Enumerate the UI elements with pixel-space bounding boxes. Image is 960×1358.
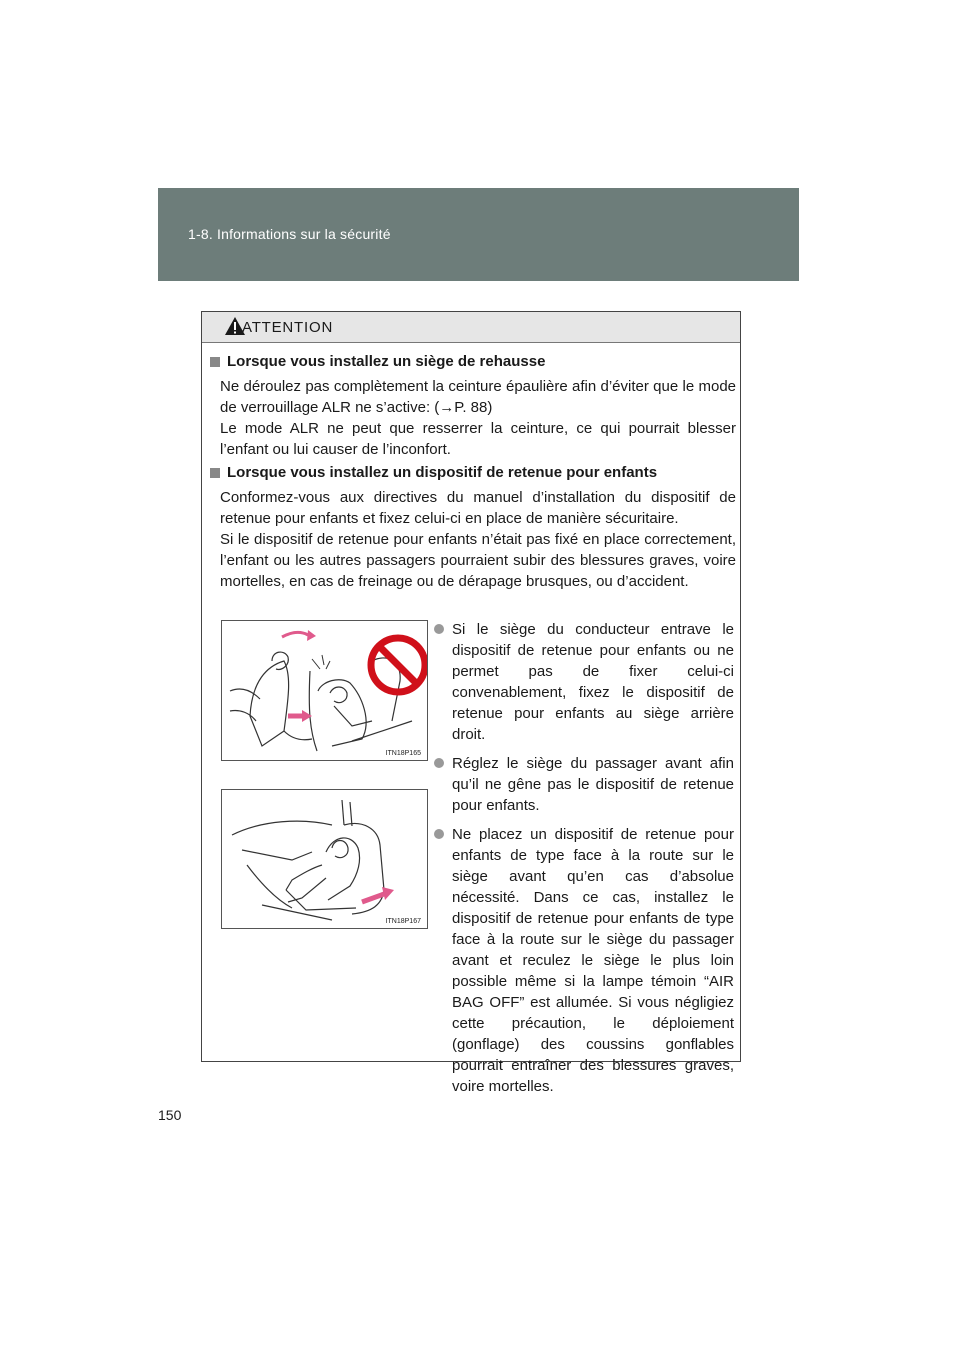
round-bullet-icon: [434, 624, 444, 634]
paragraph: Ne déroulez pas complètement la ceinture épaulière afin d’éviter que le mode de verrouillage ALR ne s’active: (→P. 88): [220, 378, 736, 416]
round-bullet-icon: [434, 758, 444, 768]
section-child-restraint: [210, 463, 736, 592]
page-number: 150: [158, 1107, 182, 1123]
square-bullet-icon: [210, 357, 220, 367]
list-item: Réglez le siège du passager avant afin qu’il ne gêne pas le dispositif de retenue pour enfants.: [434, 753, 734, 816]
round-bullet-icon: [434, 829, 444, 839]
section-booster-seat: [210, 352, 736, 460]
section-title-restraint: Lorsque vous installez un dispositif de retenue pour enfants: [210, 463, 736, 483]
front-seat-illustration: [222, 790, 427, 928]
paragraph: Conformez-vous aux directives du manuel d’installation du dispositif de retenue pour enfants et fixez celui-ci en place de manière sécuritaire.: [220, 489, 736, 527]
square-bullet-icon: [210, 468, 220, 478]
prohibited-icon: [371, 638, 425, 692]
figure-forward-facing-front-seat: [221, 789, 428, 929]
car-seat-illustration: [222, 621, 427, 760]
bullet-list: [434, 619, 734, 1105]
section-title: 1-8. Informations sur la sécurité: [188, 226, 391, 242]
list-item: Si le siège du conducteur entrave le dispositif de retenue pour enfants ou ne permet pas de fixer celui-ci convenablement, fixez le dispositif de retenue pour enfants au siège arrière droit.: [434, 619, 734, 745]
paragraph: Le mode ALR ne peut que resserrer la ceinture, ce qui pourrait blesser l’enfant ou lui causer de l’inconfort.: [220, 420, 736, 458]
section-header: [158, 188, 799, 281]
figure-rear-facing-prohibited: [221, 620, 428, 761]
figure-code: ITN18P165: [385, 750, 421, 757]
warning-label: ATTENTION: [242, 319, 334, 336]
paragraph: Si le dispositif de retenue pour enfants n’était pas fixé en place correctement, l’enfant ou les autres passagers pourraient subir des blessures graves, voire mortelles, en cas de freinage ou de dérapage brusques, ou d’accident.: [220, 531, 736, 590]
section-title-booster: Lorsque vous installez un siège de rehausse: [210, 352, 736, 372]
warning-box: [201, 311, 741, 1095]
figure-code: ITN18P167: [385, 918, 421, 925]
warning-header: [202, 312, 740, 343]
list-item: Ne placez un dispositif de retenue pour enfants de type face à la route sur le siège avant qu’en cas d’absolue nécessité. Dans ce cas, installez le dispositif de retenue pour enfants de type face à la route sur le siège du passager avant et reculez le siège le plus loin possible même si la lampe témoin “AIR BAG OFF” est allumée. Si vous négligiez cette précaution, le déploiement (gonflage) des coussins gonflables pourrait entraîner des blessures graves, voire mortelles.: [434, 824, 734, 1097]
